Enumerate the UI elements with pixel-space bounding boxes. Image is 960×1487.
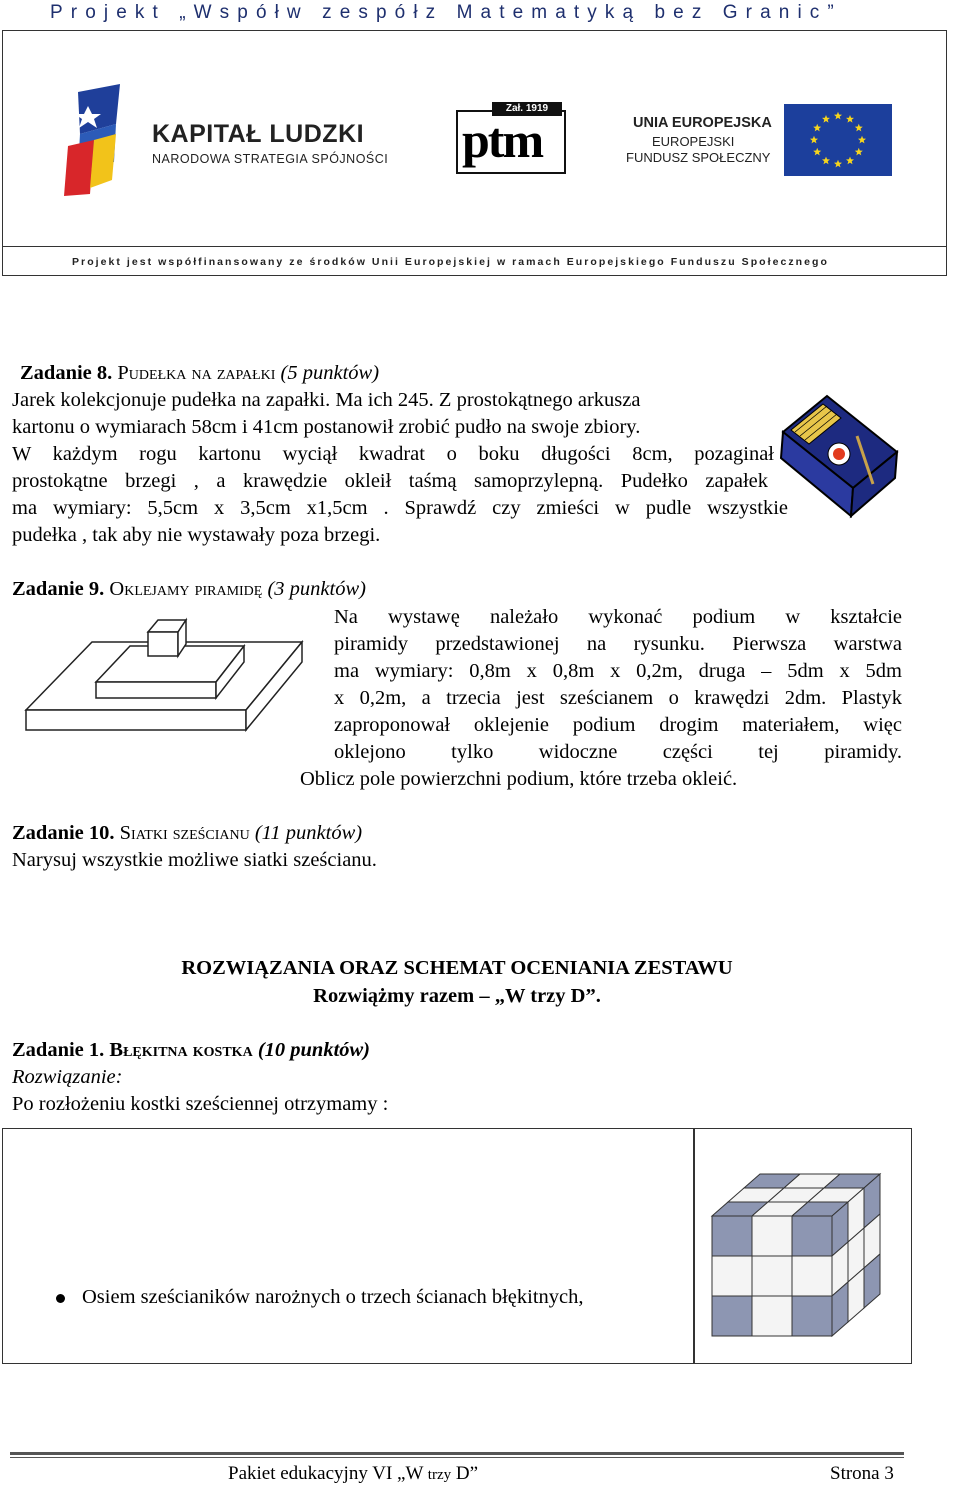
solution-intro: Po rozłożeniu kostki sześciennej otrzymamy :	[12, 1093, 389, 1115]
project-title: Projekt „Współw zespółz Matematyką bez Granic”	[50, 2, 842, 23]
cube-cell	[752, 1216, 792, 1256]
task9-points: (3 punktów)	[267, 578, 366, 600]
table-divider	[693, 1128, 695, 1364]
task9-last-line: Oblicz pole powierzchni podium, które trzeba okleić.	[300, 768, 738, 790]
task8-line: pudełka , tak aby nie wystawały poza brzegi.	[12, 524, 381, 546]
kapital-ludzki-subtitle: NARODOWA STRATEGIA SPÓJNOŚCI	[152, 152, 389, 166]
bullet-text: Osiem sześcianików narożnych o trzech ścianach błękitnych,	[82, 1286, 584, 1308]
eu-flag-icon	[784, 104, 892, 176]
cube-cell	[712, 1256, 752, 1296]
page-number: Strona 3	[830, 1463, 894, 1484]
task8-line: W każdym rogu kartonu wyciął kwadrat o boku długości 8cm, pozaginał	[12, 443, 774, 465]
solutions-subheading: Rozwiążmy razem – „W trzy D”.	[313, 985, 601, 1007]
task9-line: ma wymiary: 0,8m x 0,8m x 0,2m, druga – 5dm x 5dm	[334, 660, 902, 682]
ptm-text: ptm	[462, 112, 543, 168]
task9-line: Na wystawę należało wykonać podium w kształcie	[334, 606, 902, 628]
cube-cell	[752, 1296, 792, 1336]
task10-line: Narysuj wszystkie możliwe siatki sześcianu.	[12, 849, 377, 871]
task9-heading: Zadanie 9. Oklejamy piramidę (3 punktów)	[12, 578, 366, 600]
task9-line: oklejono tylko widoczne części tej piramidy.	[334, 741, 902, 763]
task8-heading: Zadanie 8. Pudełka na zapałki (5 punktów)	[20, 362, 380, 384]
rozwiazanie-label: Rozwiązanie:	[12, 1066, 123, 1088]
task1-title: Błękitna kostka	[109, 1039, 253, 1061]
task8-line: kartonu o wymiarach 58cm i 41cm postanowił zrobić pudło na swoje zbiory.	[12, 416, 641, 438]
cube-cell	[792, 1216, 832, 1256]
kapital-ludzki-title: KAPITAŁ LUDZKI	[152, 120, 365, 148]
matchbox-illustration	[775, 392, 905, 522]
task1-heading: Zadanie 1. Błękitna kostka (10 punktów)	[12, 1039, 371, 1061]
task10-heading: Zadanie 10. Siatki sześcianu (11 punktów)	[12, 822, 363, 844]
task9-line: x 0,2m, a trzecia jest sześcianem o krawędzi 2dm. Plastyk	[334, 687, 902, 709]
task8-line: ma wymiary: 5,5cm x 3,5cm x1,5cm . Sprawdź czy zmieści w pudle wszystkie	[12, 497, 788, 519]
cube-illustration	[704, 1158, 894, 1348]
cofinancing-note: Projekt jest współfinansowany ze środków Unii Europejskiej w ramach Europejskiego Funduszu Społecznego	[72, 256, 829, 268]
kapital-ludzki-emblem	[58, 84, 138, 196]
task8-line: Jarek kolekcjonuje pudełka na zapałki. Ma ich 245. Z prostokątnego arkusza	[12, 389, 641, 411]
footer-rule	[10, 1452, 904, 1455]
cube-cell	[752, 1256, 792, 1296]
cube-cell	[792, 1296, 832, 1336]
ptm-badge: Zał. 1919	[492, 102, 562, 116]
task9-line: piramidy przedstawionej na rysunku. Pierwsza warstwa	[334, 633, 902, 655]
task1-points: (10 punktów)	[257, 1039, 371, 1061]
task10-title: Siatki sześcianu	[119, 822, 250, 844]
eu-line3: FUNDUSZ SPOŁECZNY	[626, 150, 771, 165]
pyramid-podium-illustration	[20, 612, 310, 742]
cube-cell	[792, 1256, 832, 1296]
task10-points: (11 punktów)	[254, 822, 363, 844]
cube-cell	[712, 1216, 752, 1256]
bullet-icon	[56, 1294, 65, 1303]
ptm-logo	[456, 103, 566, 174]
solutions-heading: ROZWIĄZANIA ORAZ SCHEMAT OCENIANIA ZESTAWU	[181, 957, 733, 979]
task8-title: Pudełka na zapałki	[117, 362, 276, 384]
cube-cell	[712, 1296, 752, 1336]
eu-line2: EUROPEJSKI	[652, 134, 735, 149]
eu-line1: UNIA EUROPEJSKA	[633, 115, 772, 131]
task8-line: prostokątne brzegi , a krawędzie okleił taśmą samoprzylepną. Pudełko zapałek	[12, 470, 768, 492]
task9-line: zaproponował oklejenie podium drogim materiałem, więc	[334, 714, 902, 736]
footer-left: Pakiet edukacyjny VI „W trzy D”	[228, 1463, 479, 1484]
task9-title: Oklejamy piramidę	[109, 578, 263, 600]
task8-points: (5 punktów)	[280, 362, 380, 384]
footer-rule-thin	[10, 1457, 904, 1458]
